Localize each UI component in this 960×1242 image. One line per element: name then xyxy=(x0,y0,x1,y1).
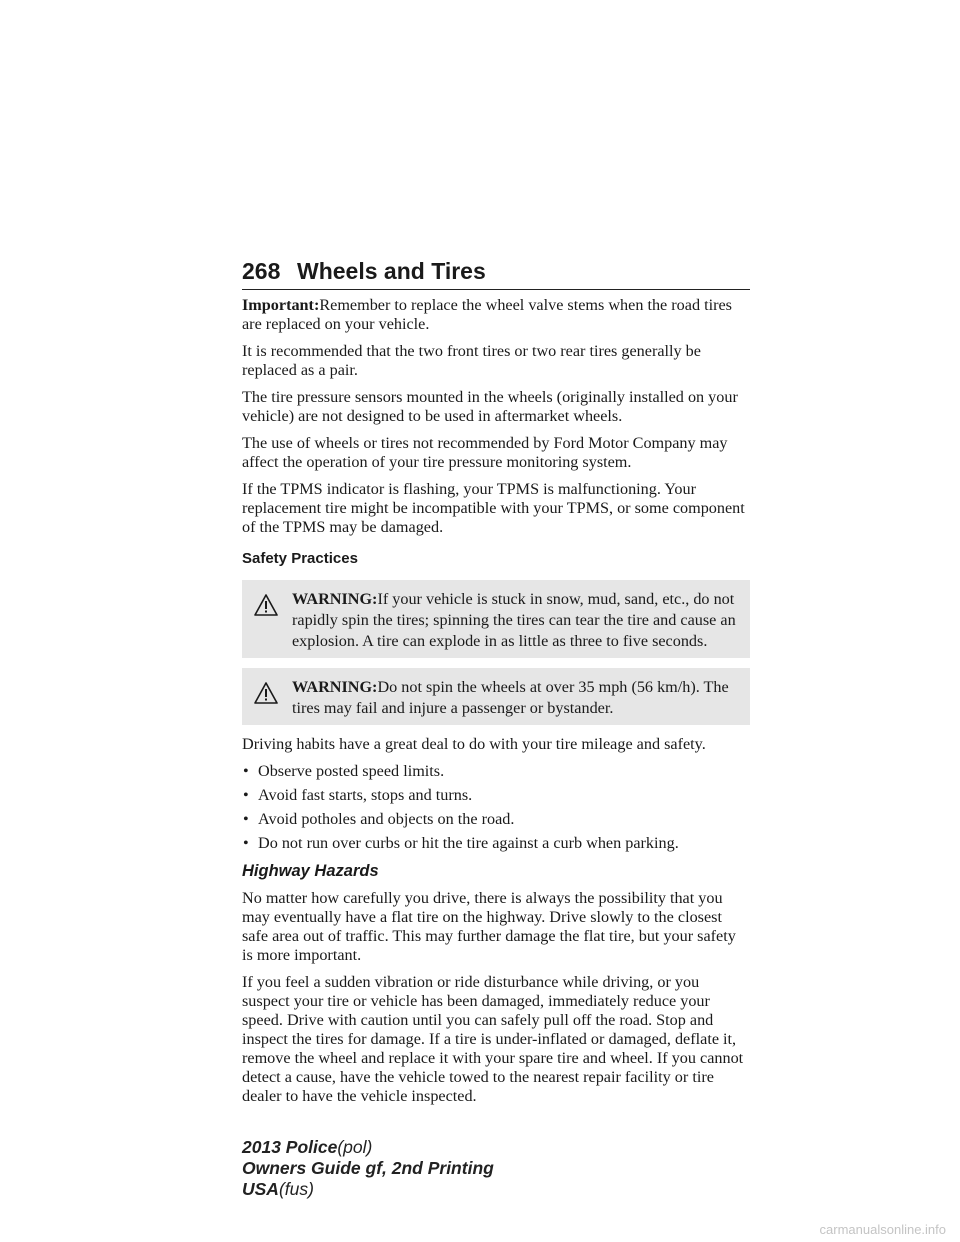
warning-triangle-icon xyxy=(254,594,278,616)
warning-body: Do not spin the wheels at over 35 mph (56 km/h). The tires may fail and injure a passenger or bystander. xyxy=(292,678,729,717)
important-label: Important: xyxy=(242,296,320,314)
paragraph-wheel-recommendation: The use of wheels or tires not recommended by Ford Motor Company may affect the operation of your tire pressure monitoring system. xyxy=(242,434,728,471)
section-title: Wheels and Tires xyxy=(297,258,486,284)
warning-triangle-icon xyxy=(254,682,278,704)
footer-line-market: USA(fus) xyxy=(242,1179,314,1199)
warning-body: If your vehicle is stuck in snow, mud, sand, etc., do not rapidly spin the tires; spinning the tires can tear the tire and cause an explosion. A tire can explode in as little as three to five seconds. xyxy=(292,590,736,650)
important-text: Remember to replace the wheel valve stems when the road tires are replaced on your vehicle. xyxy=(242,296,732,333)
warning-label: WARNING: xyxy=(292,678,378,696)
warning-text-spin-speed xyxy=(246,677,746,719)
warning-box-spin-tires xyxy=(242,580,750,658)
paragraph-flat-tire: No matter how carefully you drive, there is always the possibility that you may eventually have a flat tire on the highway. Drive slowly to the closest safe area out of traffic. This may further damage the flat tire, but your safety is more important. xyxy=(242,889,736,964)
paragraph-driving-habits: Driving habits have a great deal to do with your tire mileage and safety. xyxy=(242,735,706,753)
list-item: • Avoid potholes and objects on the road. xyxy=(243,810,515,828)
page-footer xyxy=(242,1137,494,1200)
footer-line-guide: Owners Guide gf, 2nd Printing xyxy=(242,1158,494,1178)
paragraph-tire-pairs: It is recommended that the two front tires or two rear tires generally be replaced as a pair. xyxy=(242,342,701,379)
list-item: • Observe posted speed limits. xyxy=(243,762,445,780)
list-item: • Do not run over curbs or hit the tire against a curb when parking. xyxy=(243,834,679,852)
paragraph-pressure-sensors: The tire pressure sensors mounted in the wheels (originally installed on your vehicle) are not designed to be used in aftermarket wheels. xyxy=(242,388,738,425)
bullet: • xyxy=(243,810,249,828)
warning-box-spin-speed xyxy=(242,668,750,725)
warning-text-spin-tires xyxy=(246,589,746,652)
bullet: • xyxy=(243,786,249,804)
page-number: 268 xyxy=(242,258,281,284)
paragraph-vibration: If you feel a sudden vibration or ride disturbance while driving, or you suspect your tire or vehicle has been damaged, immediately reduce your speed. Drive with caution until you can safely pull off the road. Stop and inspect the tires for damage. If a tire is under-inflated or damaged, deflate it, remove the wheel and replace it with your spare tire and wheel. If you cannot detect a cause, have the vehicle towed to the nearest repair facility or tire dealer to have the vehicle inspected. xyxy=(242,973,744,1105)
bullet: • xyxy=(243,762,249,780)
header-rule xyxy=(242,289,750,290)
safety-practices-heading: Safety Practices xyxy=(242,550,358,567)
important-paragraph xyxy=(242,296,750,334)
bullet: • xyxy=(243,834,249,852)
list-item: • Avoid fast starts, stops and turns. xyxy=(243,786,473,804)
page-header xyxy=(242,258,750,292)
footer-line-model: 2013 Police(pol) xyxy=(242,1137,373,1157)
paragraph-tpms-flashing: If the TPMS indicator is flashing, your TPMS is malfunctioning. Your replacement tire might be incompatible with your TPMS, or some component of the TPMS may be damaged. xyxy=(242,480,745,536)
warning-label: WARNING: xyxy=(292,590,378,608)
page-content xyxy=(242,296,750,1114)
highway-hazards-heading: Highway Hazards xyxy=(242,862,379,880)
watermark-text: carmanualsonline.info xyxy=(819,1222,946,1237)
driving-habits-list xyxy=(242,762,750,853)
